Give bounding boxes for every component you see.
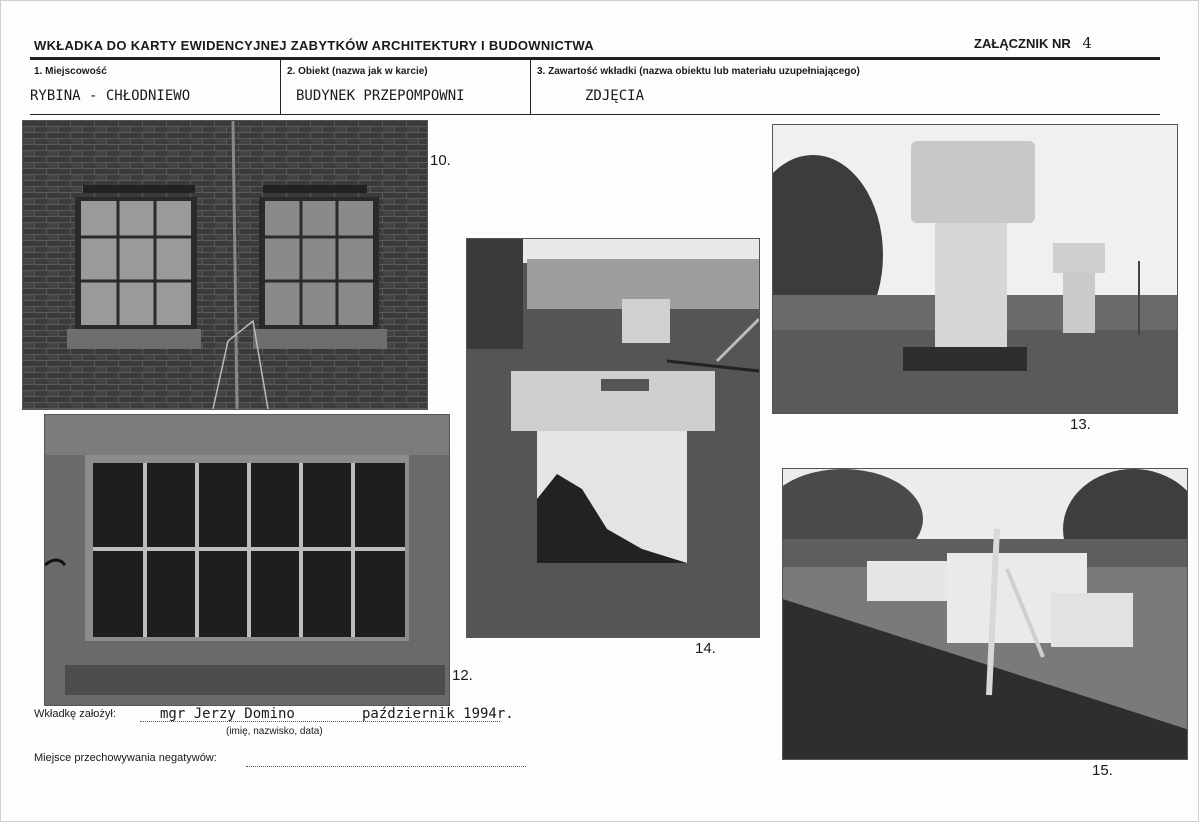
field-separator <box>280 60 281 114</box>
field-value-locality: RYBINA - CHŁODNIEWO <box>30 88 191 104</box>
photo-number-10: 10. <box>430 152 451 169</box>
photo-brick-wall-windows <box>22 120 428 410</box>
field-value-object: BUDYNEK PRZEPOMPOWNI <box>296 88 465 104</box>
field-value-content: ZDJĘCIA <box>585 88 645 104</box>
field-label-object: 2. Obiekt (nazwa jak w karcie) <box>287 66 428 77</box>
photo-number-15: 15. <box>1092 762 1113 779</box>
author-label: Wkładkę założył: <box>34 708 116 720</box>
author-value: mgr Jerzy Domino <box>160 706 295 722</box>
annex-label-text: ZAŁĄCZNIK NR <box>974 36 1071 51</box>
negatives-label: Miejsce przechowywania negatywów: <box>34 752 217 764</box>
photo-industrial-window <box>44 414 450 706</box>
photo-number-13: 13. <box>1070 416 1091 433</box>
date-value: październik 1994r. <box>362 706 514 722</box>
photo-roof-vent-boxes <box>782 468 1188 760</box>
photo-roof-vent-block <box>466 238 760 638</box>
photo-number-14: 14. <box>695 640 716 657</box>
header-rule <box>30 57 1160 60</box>
annex-label <box>974 34 1092 52</box>
fields-rule <box>30 114 1160 115</box>
negatives-line <box>246 766 526 767</box>
field-label-locality: 1. Miejscowość <box>34 66 107 77</box>
photo-number-12: 12. <box>452 667 473 684</box>
photo-roof-ventilators <box>772 124 1178 414</box>
field-separator <box>530 60 531 114</box>
annex-number: 4 <box>1082 34 1092 52</box>
document-title: WKŁADKA DO KARTY EWIDENCYJNEJ ZABYTKÓW ARCHITEKTURY I BUDOWNICTWA <box>34 38 594 53</box>
author-hint: (imię, nazwisko, data) <box>226 726 323 737</box>
field-label-content: 3. Zawartość wkładki (nazwa obiektu lub materiału uzupełniającego) <box>537 66 860 77</box>
